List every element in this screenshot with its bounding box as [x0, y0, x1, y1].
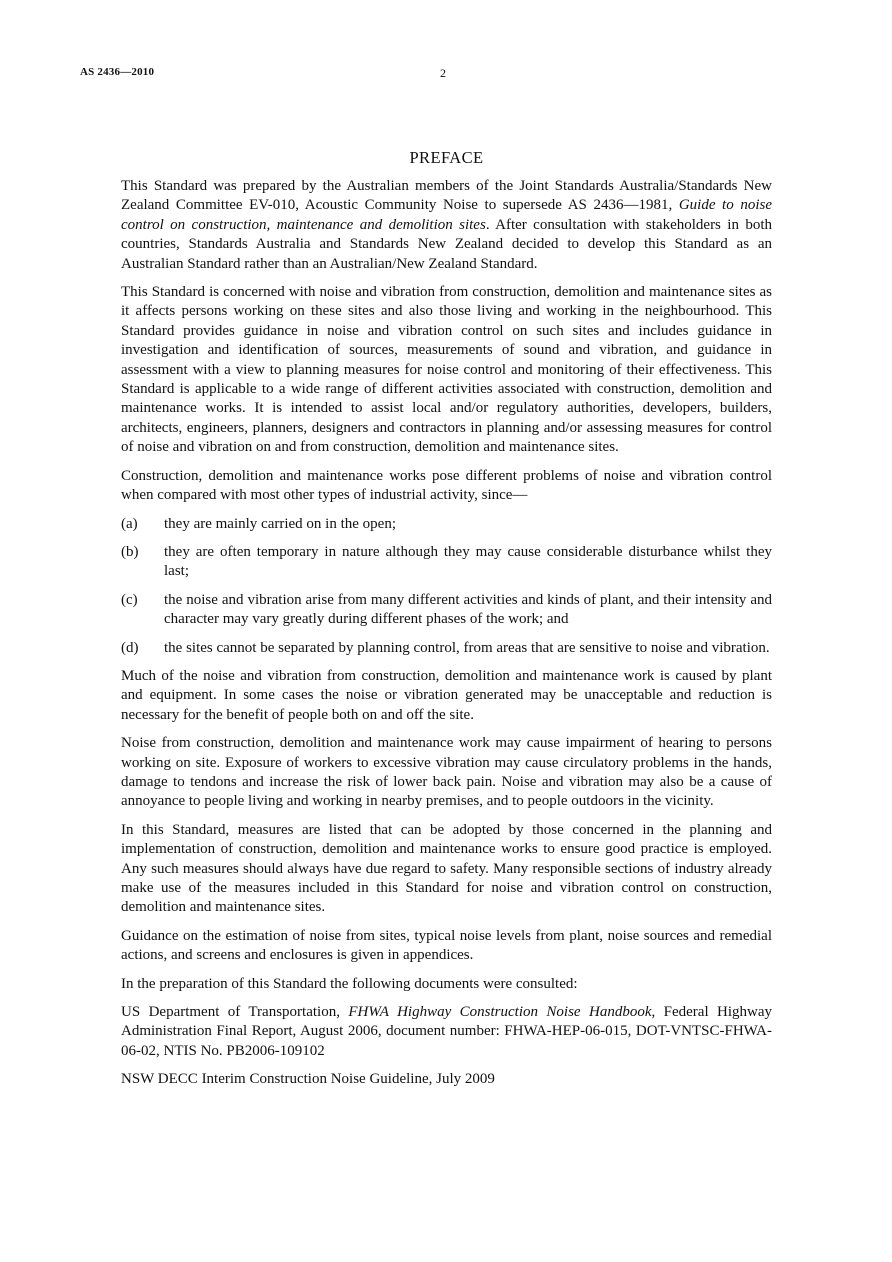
problems-list [121, 515, 772, 658]
paragraph-problems: Construction, demolition and maintenance works pose different problems of noise and vibration control when compared with most other types of industrial activity, since— [121, 467, 772, 504]
reference-fhwa-text-a: US Department of Transportation, [121, 1004, 349, 1021]
list-item [121, 639, 772, 658]
paragraph-plant: Much of the noise and vibration from construction, demolition and maintenance work is caused by plant and equipment. In some cases the noise or vibration generated may be unacceptable and reduction is necessary for the benefit of people both on and off the site. [121, 667, 772, 723]
paragraph-intro-text-a: This Standard was prepared by the Australian members of the Joint Standards Australia/Standards New Zealand Committee EV-010, Acoustic Community Noise to supersede AS 2436—1981, [121, 178, 772, 214]
list-item-label: (d) [121, 639, 139, 656]
page-title: PREFACE [409, 148, 484, 167]
list-item-label: (b) [121, 543, 139, 560]
page-header [80, 66, 810, 82]
reference-nsw: NSW DECC Interim Construction Noise Guideline, July 2009 [121, 1071, 495, 1088]
paragraph-measures: In this Standard, measures are listed that can be adopted by those concerned in the planning and implementation of construction, demolition and maintenance works to ensure good practice is employed. Any such measures should always have due regard to safety. Many responsible sections of industry already make use of the measures included in this Standard for noise and vibration control on construction, demolition and maintenance sites. [121, 821, 772, 916]
paragraph-scope: This Standard is concerned with noise and vibration from construction, demolition and maintenance sites as it affects persons working on these sites and also those living and working in the neighbourhood. This Standard provides guidance in noise and vibration control on such sites and includes guidance in investigation and identification of sources, measurements of sound and vibration, and guidance in assessment with a view to planning measures for noise control and monitoring of their effectiveness. This Standard is applicable to a wide range of different activities associated with construction, demolition and maintenance works. It is intended to assist local and/or regulatory authorities, developers, builders, architects, engineers, planners, designers and contractors in planning and/or assessing measures for control of noise and vibration on and from construction, demolition and maintenance sites. [121, 284, 772, 456]
paragraph-health: Noise from construction, demolition and maintenance work may cause impairment of hearing to persons working on site. Exposure of workers to excessive vibration may cause circulatory problems in the hands, damage to tendons and increase the risk of lower back pain. Noise and vibration may also be a cause of annoyance to people living and working in nearby premises, and to people outdoors in the vicinity. [121, 735, 772, 810]
reference-fhwa-text-b: , Federal Highway Administration Final Report, August 2006, document number: FHWA-HEP-06-015, DOT-VNTSC-FHWA-06-02, NTIS No. PB2006-109102 [121, 1004, 773, 1059]
list-item-text: they are mainly carried on in the open; [164, 515, 396, 532]
list-item-text: the noise and vibration arise from many different activities and kinds of plant, and their intensity and character may vary greatly during different phases of the work; and [164, 591, 772, 628]
superseded-standard-title: Guide to noise control on construction, maintenance and demolition sites [121, 197, 772, 233]
reference-fhwa-title: FHWA Highway Construction Noise Handbook [348, 1004, 652, 1021]
list-item [121, 591, 772, 630]
document-id: AS 2436—2010 [80, 66, 155, 78]
paragraph-appendices: Guidance on the estimation of noise from sites, typical noise levels from plant, noise sources and remedial actions, and screens and enclosures is given in appendices. [121, 927, 772, 964]
list-item-text: they are often temporary in nature although they may cause considerable disturbance whilst they last; [164, 543, 772, 580]
paragraph-consulted: In the preparation of this Standard the following documents were consulted: [121, 975, 578, 992]
list-item-label: (a) [121, 515, 138, 532]
preface-body [121, 148, 772, 1099]
paragraph-intro [121, 177, 772, 274]
list-item-text: the sites cannot be separated by planning control, from areas that are sensitive to noise and vibration. [164, 639, 770, 656]
list-item-label: (c) [121, 591, 138, 608]
page-number: 2 [440, 66, 446, 80]
reference-fhwa [121, 1003, 772, 1061]
list-item [121, 543, 772, 582]
list-item [121, 515, 772, 534]
paragraph-intro-text-b: . After consultation with stakeholders in both countries, Standards Australia and Standards New Zealand decided to develop this Standard as an Australian Standard rather than an Australian/New Zealand Standard. [121, 216, 773, 272]
